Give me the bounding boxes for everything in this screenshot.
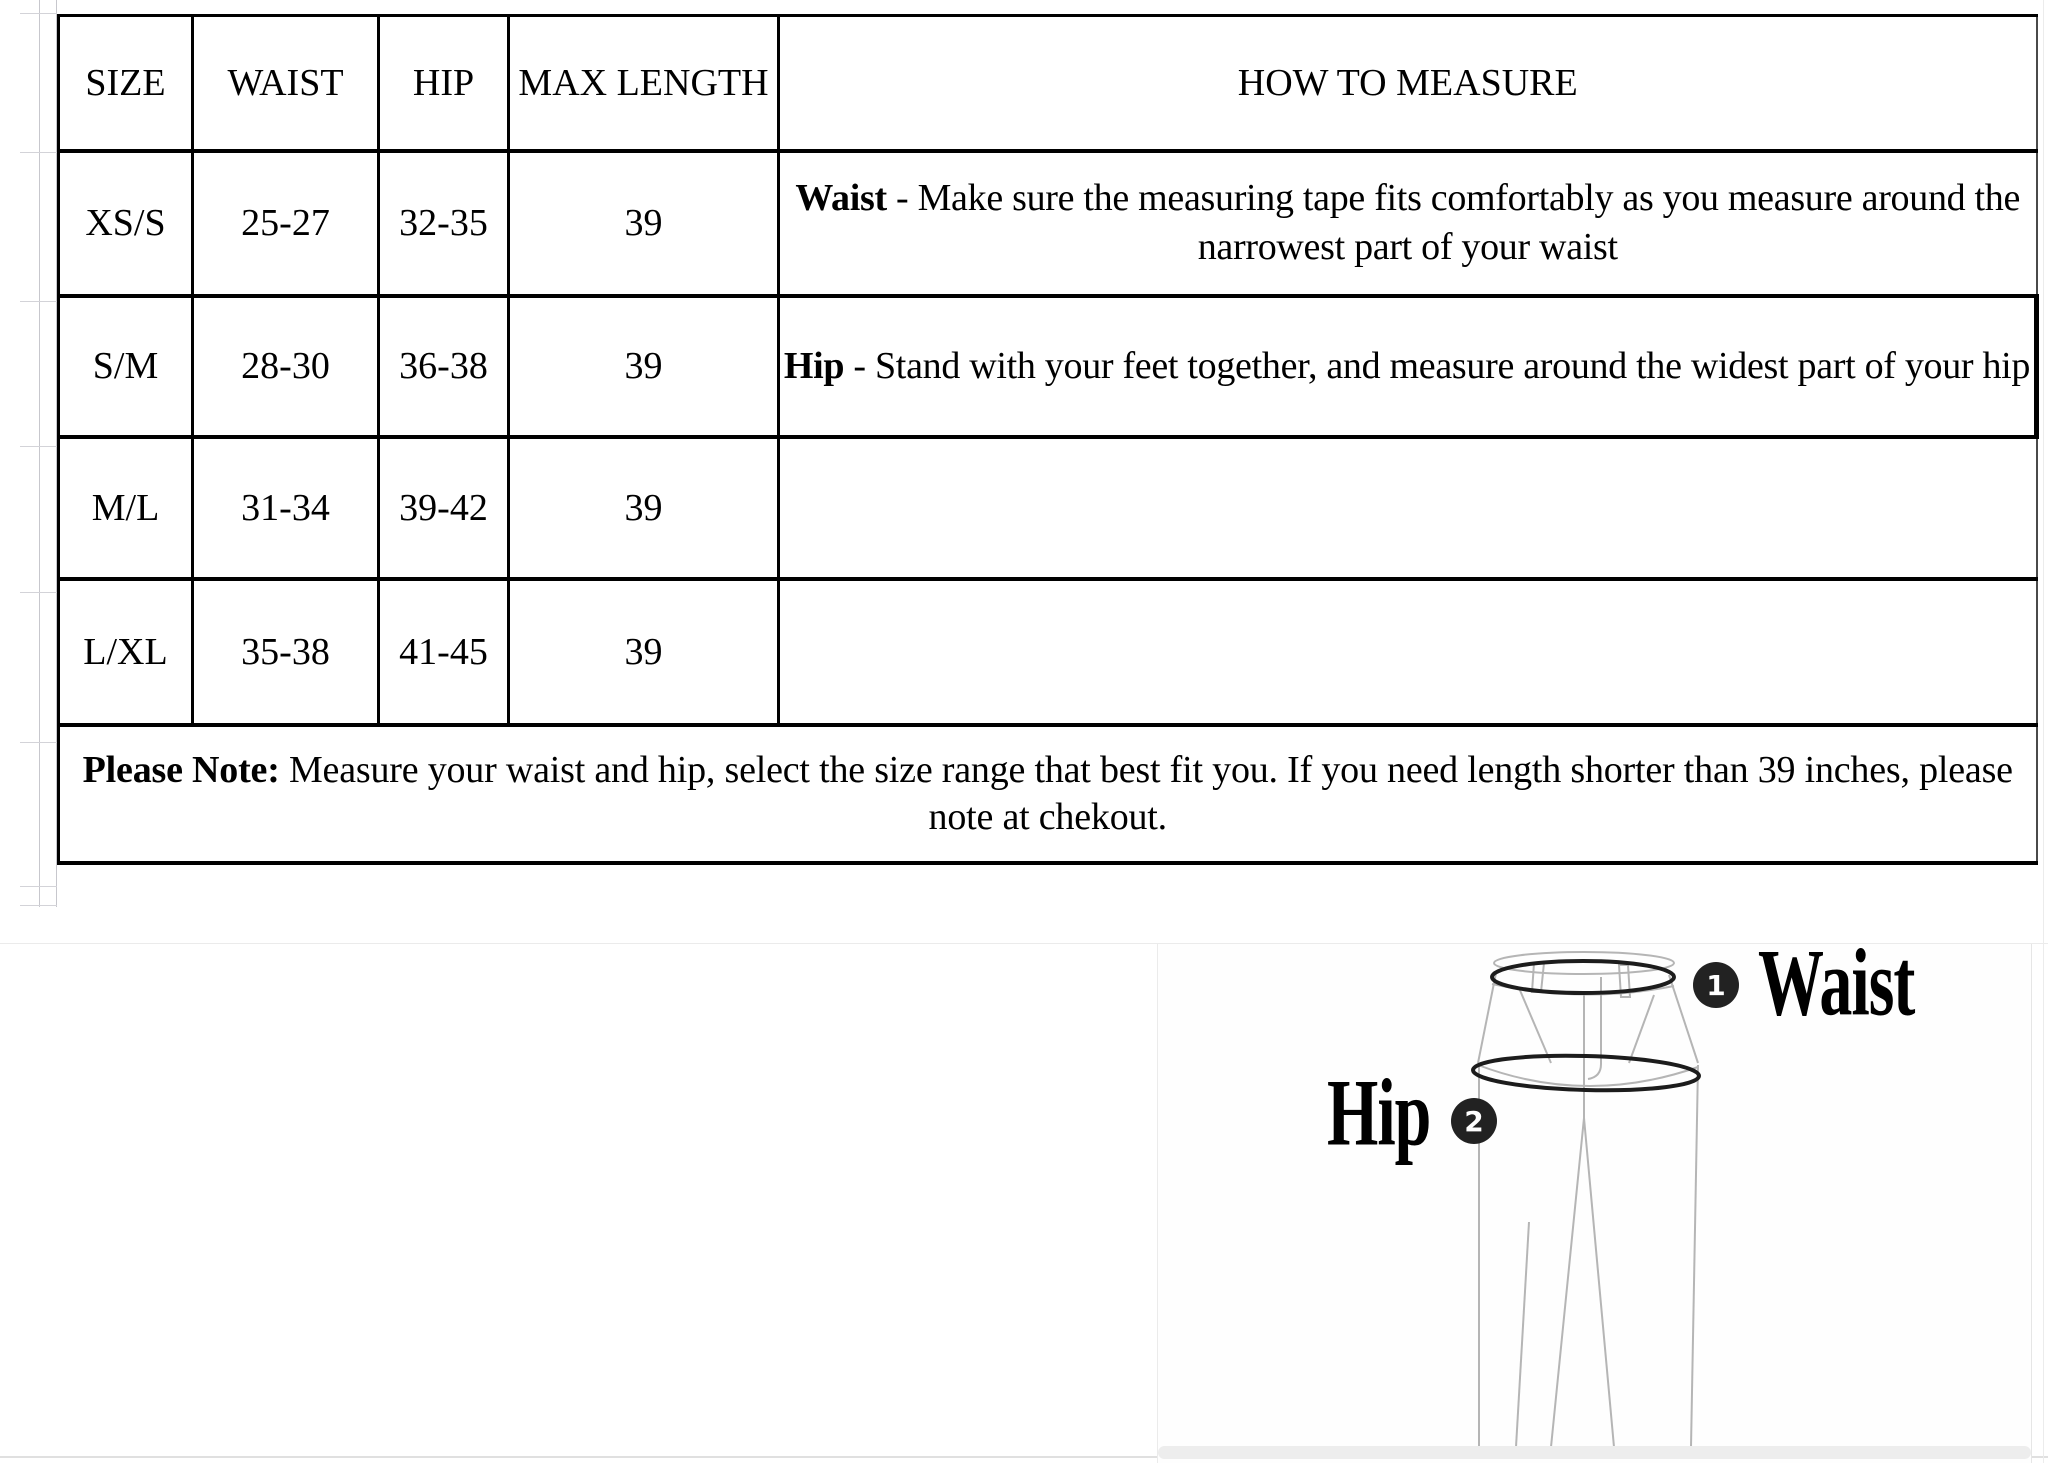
- measure-diagram: [1157, 930, 2032, 1463]
- waist-cell: 35-38: [193, 579, 379, 725]
- waist-instruction: [779, 151, 2037, 296]
- note-row: [59, 725, 2037, 863]
- max-length-cell: 39: [509, 579, 779, 725]
- sheet-gutter: [39, 0, 57, 907]
- row-tick: [20, 13, 57, 14]
- table-row: [59, 296, 2037, 437]
- page-right-edge: [2043, 0, 2044, 1463]
- row-tick: [20, 592, 57, 593]
- column-header-how-to-measure: HOW TO MEASURE: [779, 16, 2037, 151]
- size-chart-table: [57, 14, 2039, 865]
- waist-instruction-term: Waist: [795, 177, 887, 219]
- hip-label: Hip: [1327, 1060, 1431, 1167]
- column-header-hip: HIP: [379, 16, 509, 151]
- row-tick: [20, 905, 57, 906]
- max-length-cell: 39: [509, 151, 779, 296]
- column-header-waist: WAIST: [193, 16, 379, 151]
- hip-instruction: [779, 296, 2037, 437]
- max-length-cell: 39: [509, 296, 779, 437]
- row-tick: [20, 152, 57, 153]
- pants-outline: [1478, 952, 1698, 1447]
- row-tick: [20, 301, 57, 302]
- hip-number-badge-icon: 2: [1451, 1098, 1497, 1144]
- waist-instruction-text: - Make sure the measuring tape fits comfortably as you measure around the narrowest part of your waist: [886, 177, 2021, 268]
- empty-measure-cell: [779, 437, 2037, 579]
- waist-cell: 28-30: [193, 296, 379, 437]
- size-cell: XS/S: [59, 151, 193, 296]
- column-header-size: SIZE: [59, 16, 193, 151]
- image-bottom-bar: [1158, 1446, 2031, 1459]
- waist-number-badge-icon: 1: [1693, 962, 1739, 1008]
- hip-cell: 32-35: [379, 151, 509, 296]
- note-cell: [59, 725, 2037, 863]
- waist-measurement-line: [1492, 961, 1674, 993]
- hip-instruction-text: - Stand with your feet together, and measure around the widest part of your hip: [844, 344, 2031, 387]
- waist-label: Waist: [1758, 930, 1915, 1037]
- size-cell: L/XL: [59, 579, 193, 725]
- table-row: [59, 579, 2037, 725]
- hip-instruction-term: Hip: [783, 344, 845, 387]
- row-tick: [20, 742, 57, 743]
- table-row: [59, 151, 2037, 296]
- header-row: [59, 16, 2037, 151]
- hip-cell: 39-42: [379, 437, 509, 579]
- hip-cell: 36-38: [379, 296, 509, 437]
- column-header-max-length: MAX LENGTH: [509, 16, 779, 151]
- row-tick: [20, 446, 57, 447]
- note-label: Please Note:: [82, 748, 280, 791]
- size-cell: M/L: [59, 437, 193, 579]
- table-row: [59, 437, 2037, 579]
- row-tick: [20, 886, 57, 887]
- empty-measure-cell: [779, 579, 2037, 725]
- waist-cell: 25-27: [193, 151, 379, 296]
- waist-cell: 31-34: [193, 437, 379, 579]
- note-text: Measure your waist and hip, select the size range that best fit you. If you need length shorter than 39 inches, please note at chekout.: [279, 748, 2013, 838]
- hip-cell: 41-45: [379, 579, 509, 725]
- max-length-cell: 39: [509, 437, 779, 579]
- size-cell: S/M: [59, 296, 193, 437]
